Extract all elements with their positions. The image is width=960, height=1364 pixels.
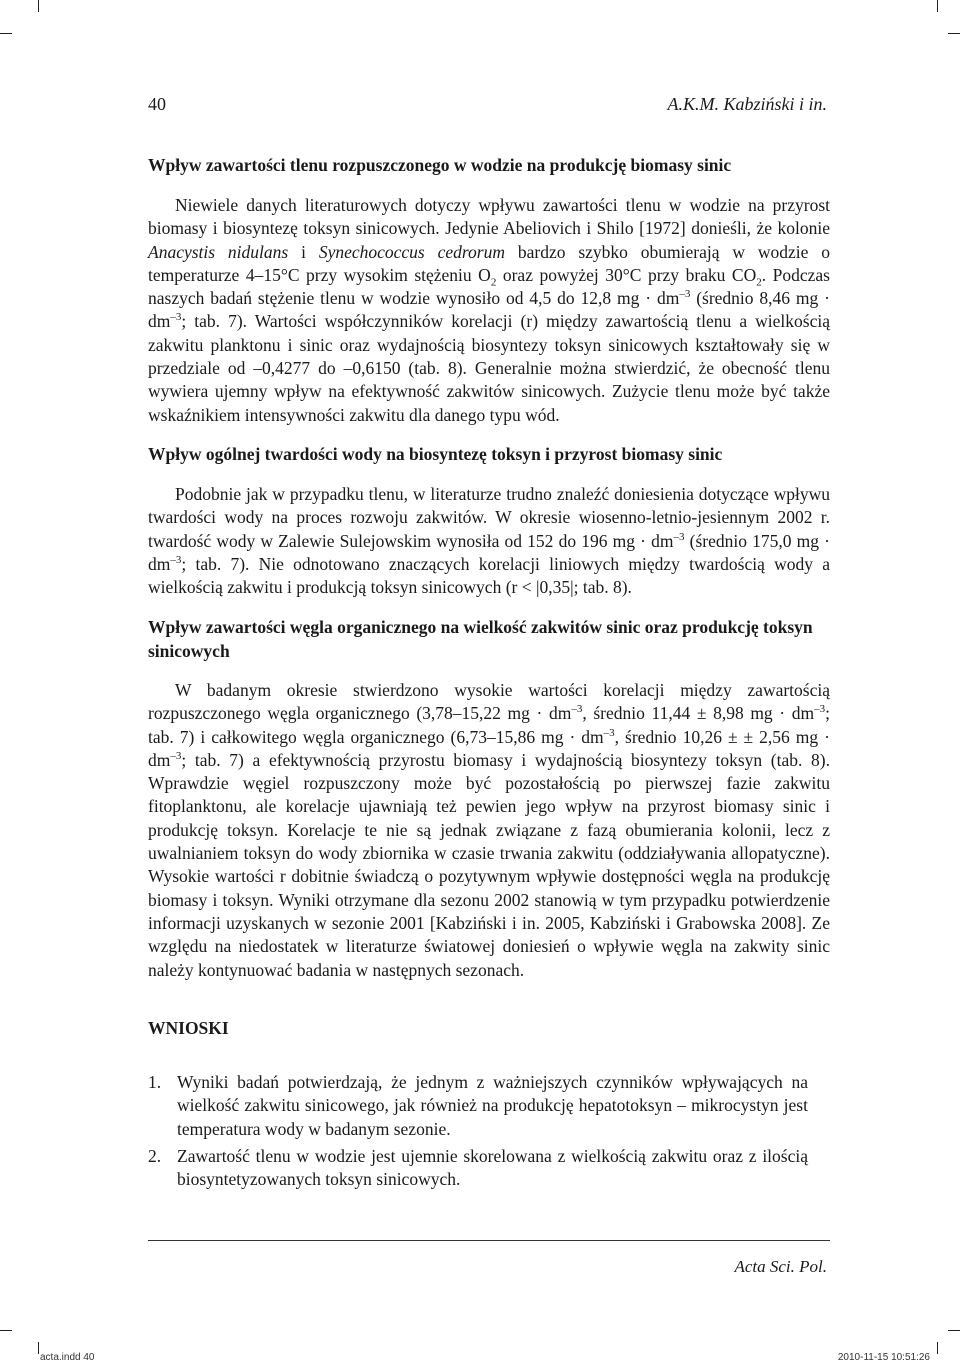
list-text: Wyniki badań potwierdzają, że jednym z ważniejszych czynników wpływających na wielkość zakwitu sinicowego, jak również na produkcję hepatotoksyn – mikrocystyn jest temperatura wody w badanym sezonie. bbox=[177, 1072, 808, 1139]
footer-rule bbox=[148, 1240, 830, 1241]
paragraph-oxygen: Niewiele danych literaturowych dotyczy wpływu zawartości tlenu w wodzie na przyrost biomasy i biosyntezę toksyn sinicowych. Jedynie Abeliovich i Shilo [1972] donieśli, że kolonie Anacystis nidulans i Synechococcus cedrorum bardzo szybko obumierają w wodzie o temperaturze 4–15°C przy wysokim stężeniu $O_2$ oraz powyżej 30°C przy braku $CO_2$. Podczas naszych badań stężenie tlenu w wodzie wynosiło od 4,5 do 12,8 mg · $dm^{-3}$ (średnio 8,46 mg · $dm^{-3}$; tab. 7). Wartości współczynników korelacji (r) między zawartością tlenu a wielkością zakwitu planktonu i sinic oraz wydajnością biosyntezy toksyn sinicowych kształtowały się w przedziale od –0,4277 do –0,6150 (tab. 8). Generalnie można stwierdzić, że obecność tlenu wywiera ujemny wpływ na efektywność zakwitów sinicowych. Zużycie tlenu może być także wskaźnikiem intensywności zakwitu dla danego typu wód. bbox=[148, 195, 830, 425]
section-heading-oxygen: Wpływ zawartości tlenu rozpuszczonego w wodzie na produkcję biomasy sinic bbox=[148, 155, 732, 175]
paragraph-carbon: W badanym okresie stwierdzono wysokie wartości korelacji między zawartością rozpuszczonego węgla organicznego (3,78–15,22 mg · $dm^{-3}$, średnio 11,44 ± 8,98 mg · $dm^{-3}$; tab. 7) i całkowitego węgla organicznego (6,73–15,86 mg · $dm^{-3}$, średnio 10,26 ± ± 2,56 mg · $dm^{-3}$; tab. 7) a efektywnością przyrostu biomasy i wydajnością biosyntezy toksyn (tab. 8). Wprawdzie węgiel rozpuszczony może być pozostałością po pierwszej fazie zakwitu fitoplanktonu, ale korelacje ujawniają też pewien jego wpływ na przyrost biomasy sinic i produkcję toksyn. Korelacje te nie są jednak związane z fazą obumierania kolonii, lecz z uwalnianiem toksyn do wody zbiornika w czasie trwania zakwitu (oddziaływania allopatyczne). Wysokie wartości r dobitnie świadczą o pozytywnym wpływie dostępności węgla na produkcję biomasy i toksyn. Wyniki otrzymane dla sezonu 2002 stanowią w tym przypadku potwierdzenie informacji uzyskanych w sezonie 2001 [Kabziński i in. 2005, Kabziński i Grabowska 2008]. Ze względu na niedostatek w literaturze światowej doniesień o wpływie węgla na zakwity sinic należy kontynuować badania w następnych sezonach. bbox=[148, 680, 831, 980]
conclusion-item bbox=[148, 1071, 808, 1141]
section-heading-carbon: Wpływ zawartości węgla organicznego na wielkość zakwitów sinic oraz produkcję toksyn sinicowych bbox=[148, 617, 813, 661]
slug-timestamp: 2010-11-15 10:51:26 bbox=[837, 1352, 930, 1363]
running-head-authors: A.K.M. Kabziński i in. bbox=[667, 94, 827, 114]
crop-mark bbox=[38, 0, 39, 12]
list-number: 2. bbox=[148, 1146, 162, 1166]
paragraph-hardness: Podobnie jak w przypadku tlenu, w literaturze trudno znaleźć doniesienia dotyczące wpływu twardości wody na proces rozwoju zakwitów. W okresie wiosenno-letnio-jesiennym 2002 r. twardość wody w Zalewie Sulejowskim wynosiła od 152 do 196 mg · $dm^{-3}$ (średnio 175,0 mg · $dm^{-3}$; tab. 7). Nie odnotowano znaczących korelacji liniowych między twardością wody a wielkością zakwitu i produkcją toksyn sinicowych (r < |0,35|; tab. 8). bbox=[148, 484, 830, 598]
crop-mark bbox=[0, 1330, 12, 1331]
crop-mark bbox=[937, 0, 938, 12]
page-number: 40 bbox=[148, 94, 166, 114]
crop-mark bbox=[948, 1330, 960, 1331]
crop-mark bbox=[0, 33, 12, 34]
list-text: Zawartość tlenu w wodzie jest ujemnie skorelowana z wielkością zakwitu oraz z ilością biosyntetyzowanych toksyn sinicowych. bbox=[177, 1146, 808, 1190]
list-number: 1. bbox=[148, 1072, 162, 1092]
crop-mark bbox=[948, 33, 960, 34]
crop-mark bbox=[937, 1342, 938, 1354]
section-heading-hardness: Wpływ ogólnej twardości wody na biosyntezę toksyn i przyrost biomasy sinic bbox=[148, 444, 723, 464]
journal-name: Acta Sci. Pol. bbox=[734, 1257, 827, 1276]
slug-filename: acta.indd 40 bbox=[40, 1352, 95, 1363]
conclusions-heading: WNIOSKI bbox=[148, 1018, 229, 1038]
conclusion-item bbox=[148, 1145, 808, 1192]
crop-mark bbox=[38, 1342, 39, 1354]
